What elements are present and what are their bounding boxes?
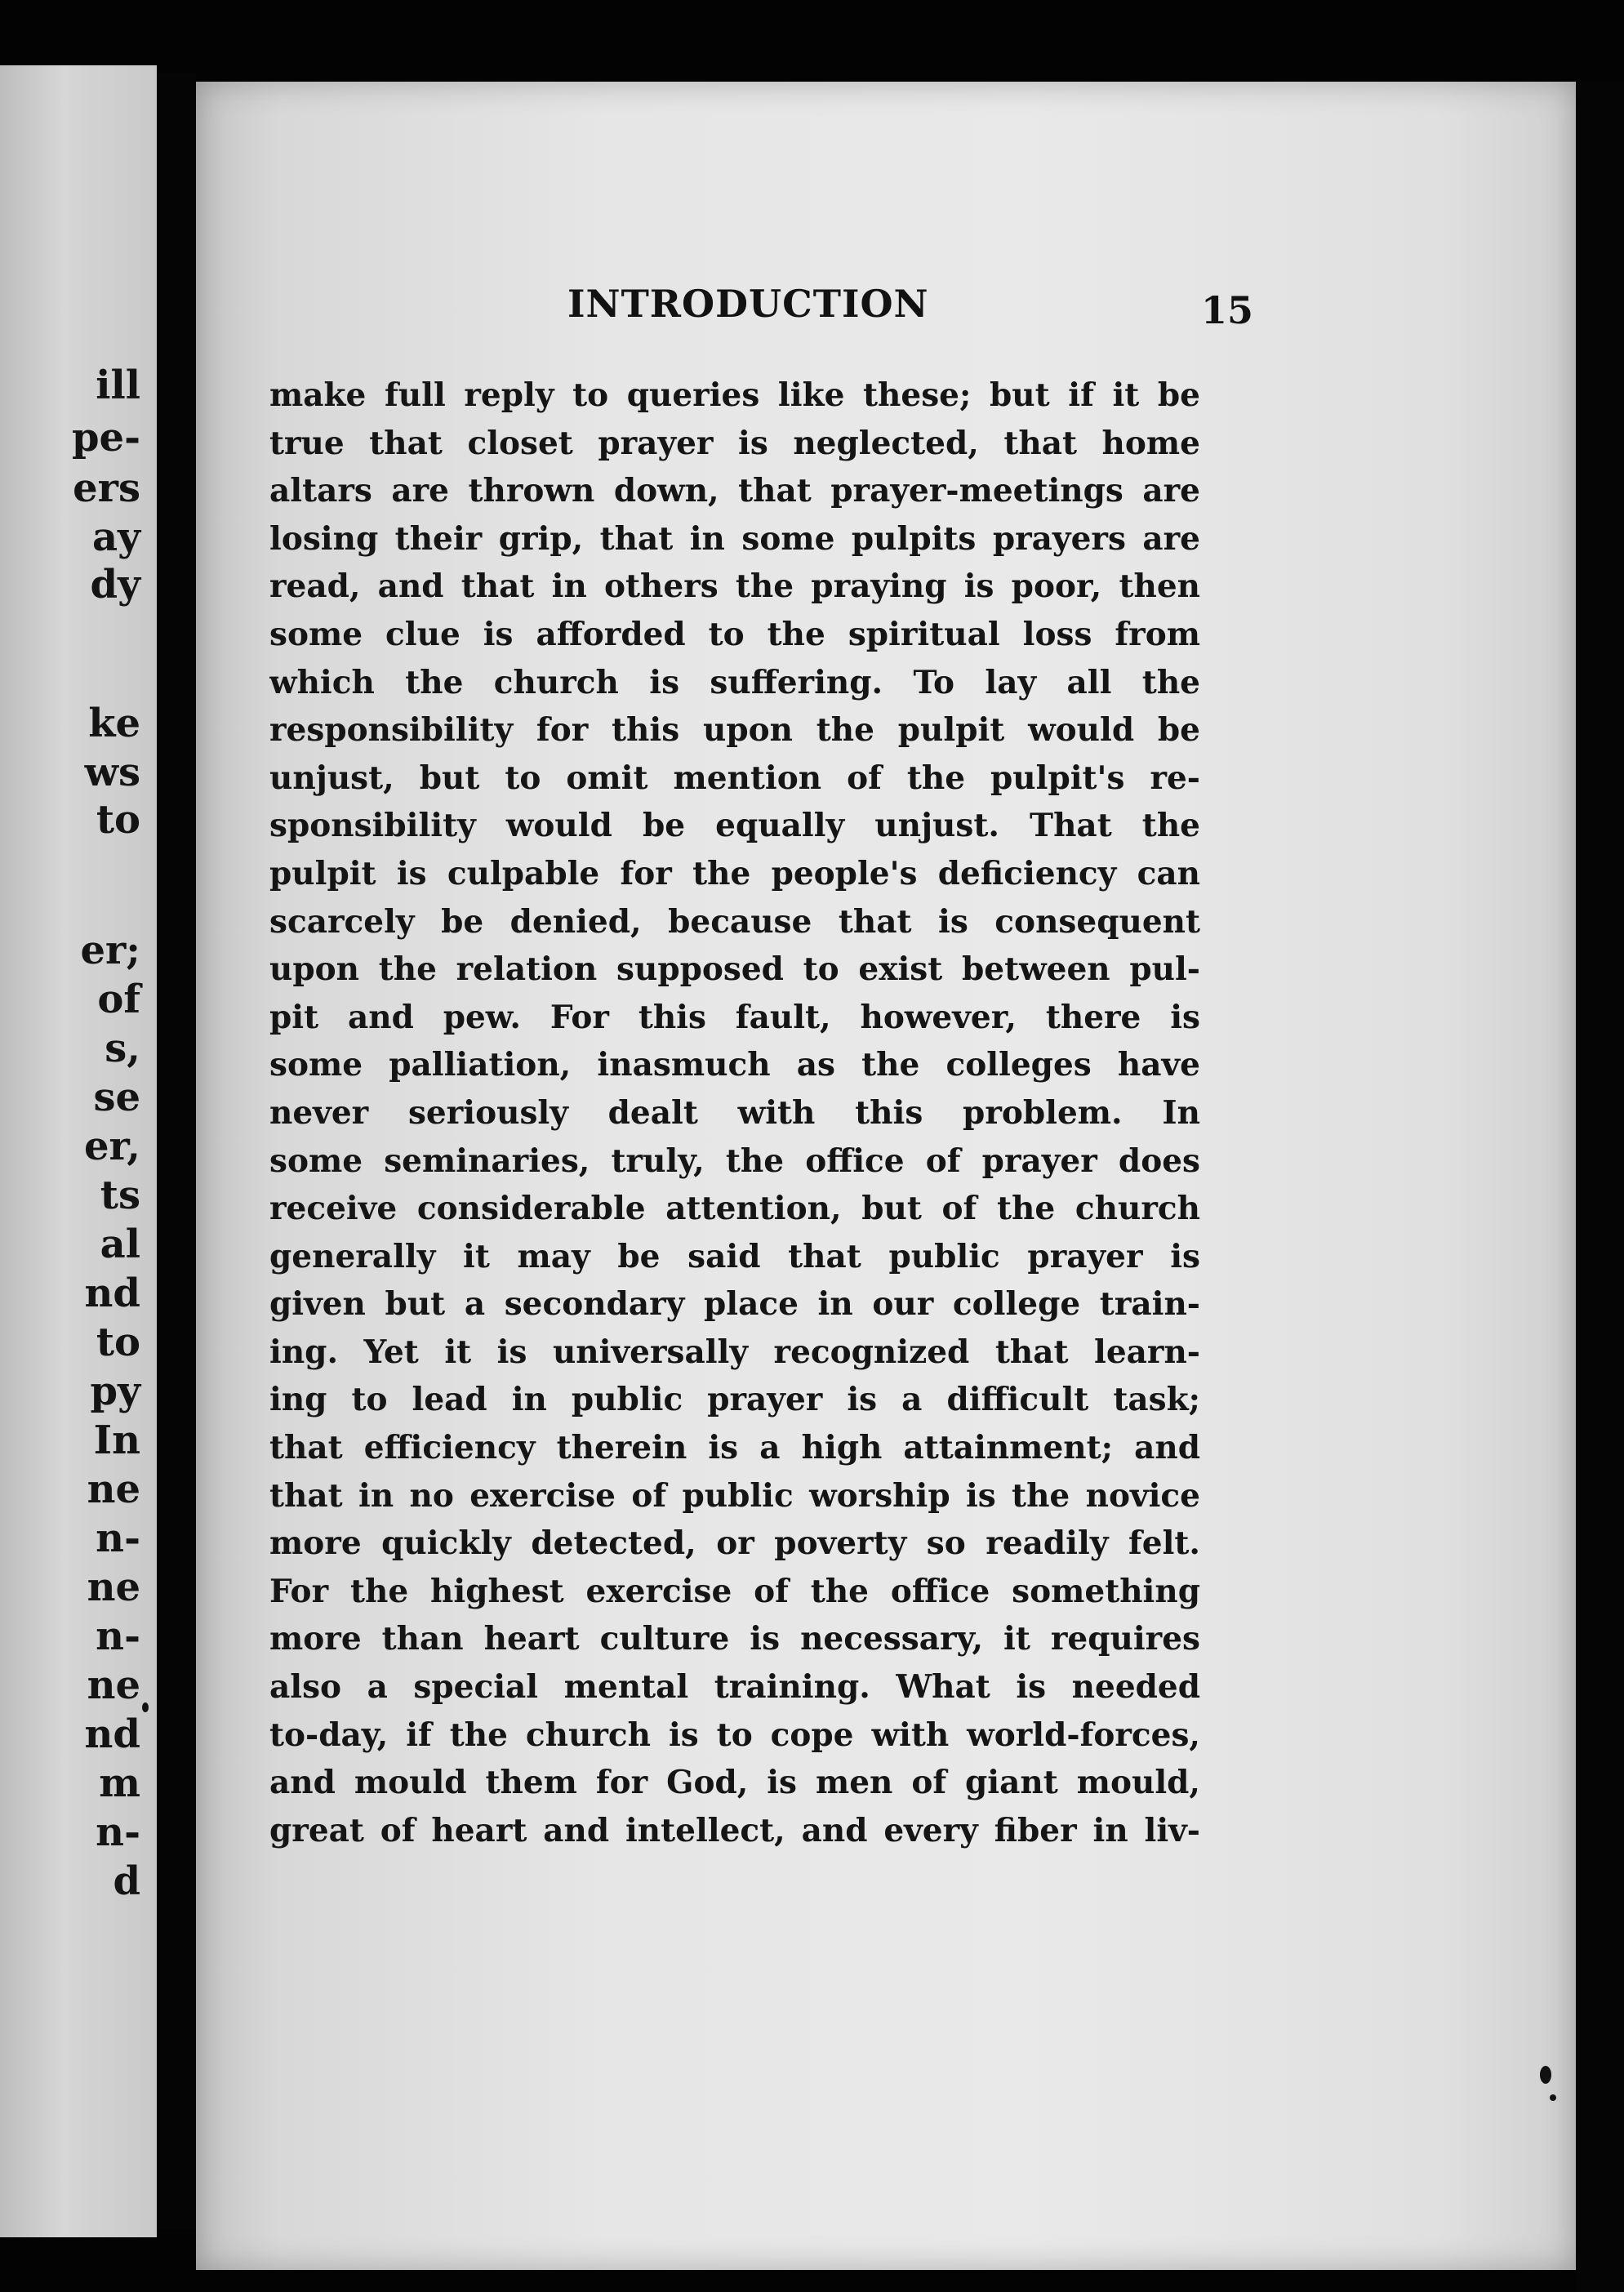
- text-line: read, and that in others the praying is poor, then: [269, 567, 1200, 606]
- left-page-fragment: ne: [87, 1466, 140, 1512]
- text-line: that in no exercise of public worship is the novice: [269, 1476, 1200, 1515]
- text-line: that efficiency therein is a high attainment; and: [269, 1429, 1200, 1467]
- left-page-fragment: nd: [84, 1271, 140, 1316]
- page-edge-shadow: [1576, 82, 1624, 2292]
- left-page-fragment: to: [96, 1320, 140, 1365]
- text-line: pulpit is culpable for the people's deficiency can: [269, 854, 1200, 892]
- text-line: pit and pew. For this fault, however, there is: [269, 998, 1200, 1036]
- text-line: upon the relation supposed to exist between pul-: [269, 950, 1200, 989]
- left-page-fragment: nd: [84, 1711, 140, 1757]
- left-page-fragment: ws: [84, 750, 140, 795]
- left-page-fragment: pe-: [71, 415, 140, 461]
- text-line: generally it may be said that public prayer is: [269, 1237, 1200, 1275]
- left-page-fragment: ke: [88, 701, 140, 746]
- text-line: losing their grip, that in some pulpits prayers are: [269, 519, 1200, 558]
- page-number: 15: [1200, 288, 1253, 332]
- left-page-fragment: er,: [83, 1124, 140, 1169]
- text-line: For the highest exercise of the office something: [269, 1572, 1200, 1610]
- text-line: which the church is suffering. To lay all the: [269, 663, 1200, 701]
- scan-speck: [1540, 2066, 1551, 2084]
- left-page-fragment: se: [93, 1075, 140, 1120]
- page-body-text: [269, 372, 1200, 1854]
- left-page-fragment: n-: [96, 1515, 140, 1561]
- text-line: also a special mental training. What is needed: [269, 1668, 1200, 1707]
- left-page-fragment: ay: [92, 514, 140, 560]
- left-facing-page: [0, 65, 157, 2237]
- text-line: and mould them for God, is men of giant mould,: [269, 1764, 1200, 1802]
- text-line: more than heart culture is necessary, it requires: [269, 1620, 1200, 1658]
- text-line: to-day, if the church is to cope with world-forces,: [269, 1716, 1200, 1754]
- text-line: receive considerable attention, but of the church: [269, 1190, 1200, 1228]
- left-page-fragment: al: [100, 1222, 140, 1267]
- left-page-fragment: ts: [100, 1173, 140, 1218]
- scan-speck: [1550, 2094, 1556, 2101]
- text-line: more quickly detected, or poverty so readily felt.: [269, 1524, 1200, 1563]
- scan-speck: [142, 1702, 149, 1712]
- left-page-fragment: to: [96, 797, 140, 843]
- text-line: altars are thrown down, that prayer-meetings are: [269, 472, 1200, 510]
- text-line: some palliation, inasmuch as the colleges have: [269, 1046, 1200, 1084]
- text-line: great of heart and intellect, and every fiber in liv-: [269, 1811, 1200, 1849]
- left-page-fragment: er;: [80, 928, 140, 973]
- left-page-fragment: In: [93, 1417, 140, 1463]
- text-line: unjust, but to omit mention of the pulpit's re-: [269, 759, 1200, 797]
- running-title: INTRODUCTION: [567, 282, 929, 326]
- text-line: given but a secondary place in our college train-: [269, 1285, 1200, 1324]
- book-gutter: [157, 73, 196, 2229]
- text-line: sponsibility would be equally unjust. That the: [269, 807, 1200, 845]
- left-page-fragment: ne: [87, 1564, 140, 1610]
- left-page-fragment: n-: [96, 1809, 140, 1855]
- left-page-fragment: m: [99, 1760, 140, 1806]
- text-line: make full reply to queries like these; but if it be: [269, 376, 1200, 414]
- text-line: true that closet prayer is neglected, that home: [269, 424, 1200, 462]
- left-page-fragment: ers: [73, 465, 140, 511]
- text-line: never seriously dealt with this problem. In: [269, 1093, 1200, 1132]
- left-page-fragment: dy: [90, 562, 140, 607]
- left-page-fragment: ill: [96, 363, 140, 408]
- left-page-fragment: ne: [87, 1662, 140, 1708]
- left-page-fragment: s,: [105, 1026, 140, 1071]
- left-page-fragment: d: [113, 1858, 140, 1904]
- text-line: scarcely be denied, because that is consequent: [269, 902, 1200, 941]
- text-line: ing. Yet it is universally recognized that learn-: [269, 1333, 1200, 1371]
- left-page-fragment: py: [90, 1369, 140, 1414]
- text-line: some seminaries, truly, the office of prayer does: [269, 1142, 1200, 1180]
- left-page-fragment: n-: [96, 1613, 140, 1659]
- text-line: some clue is afforded to the spiritual loss from: [269, 615, 1200, 653]
- left-page-fragment: of: [97, 977, 140, 1022]
- text-line: ing to lead in public prayer is a difficult task;: [269, 1381, 1200, 1419]
- running-head: [372, 282, 1278, 339]
- text-line: responsibility for this upon the pulpit would be: [269, 711, 1200, 750]
